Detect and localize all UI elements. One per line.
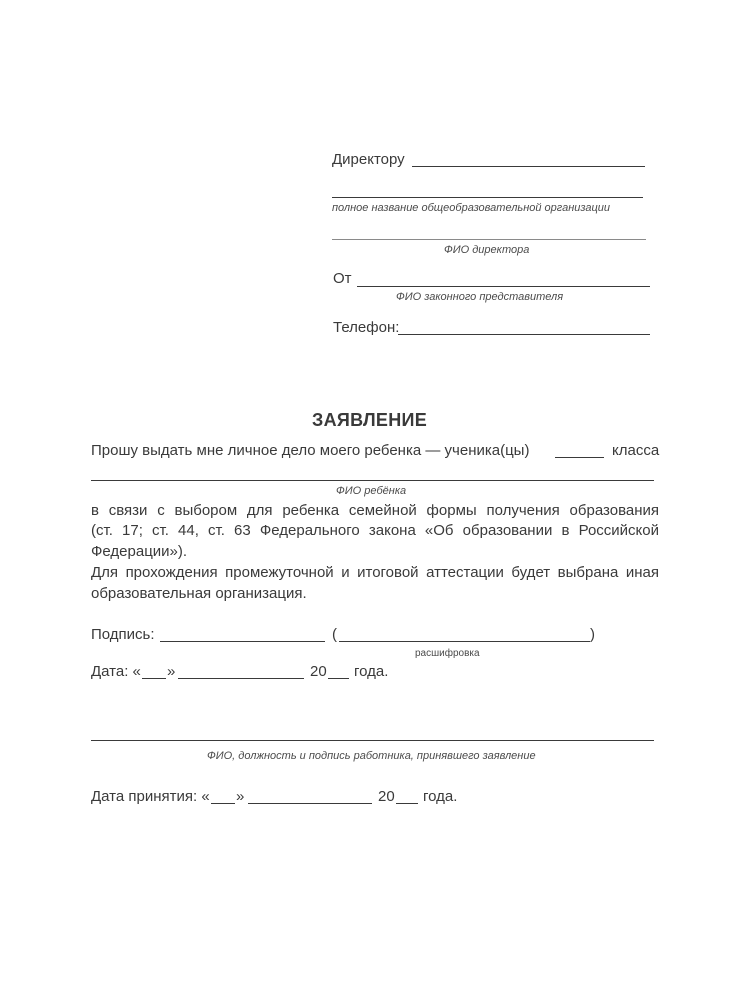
date-close-quote: » <box>167 663 176 680</box>
accept-date-label: Дата принятия: « <box>91 788 210 805</box>
close-paren: ) <box>590 626 595 643</box>
attestation-line-2: образовательная организация. <box>91 585 307 602</box>
accept-date-year-suffix: года. <box>423 788 458 805</box>
accept-date-close-quote: » <box>236 788 245 805</box>
reason-line-1: в связи с выбором для ребенка семейной формы получения образования <box>91 502 659 519</box>
decode-caption: расшифровка <box>415 648 480 659</box>
attestation-line-1: Для прохождения промежуточной и итоговой аттестации будет выбрана иная <box>91 564 659 581</box>
reason-line-2: (ст. 17; ст. 44, ст. 63 Федерального закона «Об образовании в Российской <box>91 522 659 539</box>
phone-field-line[interactable] <box>398 334 650 335</box>
director-name-caption: ФИО директора <box>444 244 530 256</box>
accept-date-year-prefix: 20 <box>378 788 395 805</box>
grade-field-line[interactable] <box>555 457 604 458</box>
date-year-field-line[interactable] <box>328 678 349 679</box>
accept-date-day-field-line[interactable] <box>211 803 235 804</box>
representative-field-line[interactable] <box>357 286 650 287</box>
from-label: От <box>333 270 352 287</box>
employee-caption: ФИО, должность и подпись работника, принявшего заявление <box>207 750 536 762</box>
director-label: Директору <box>332 151 405 168</box>
org-name-caption: полное название общеобразовательной организации <box>332 202 610 214</box>
director-field-line[interactable] <box>412 166 645 167</box>
date-day-field-line[interactable] <box>142 678 166 679</box>
accept-date-year-field-line[interactable] <box>396 803 418 804</box>
grade-label: класса <box>612 442 660 459</box>
date-year-prefix: 20 <box>310 663 327 680</box>
employee-field-line[interactable] <box>91 740 654 741</box>
signature-field-line[interactable] <box>160 641 325 642</box>
phone-label: Телефон: <box>333 319 400 336</box>
date-month-field-line[interactable] <box>178 678 304 679</box>
org-name-field-line[interactable] <box>332 197 643 198</box>
date-year-suffix: года. <box>354 663 389 680</box>
representative-caption: ФИО законного представителя <box>396 291 564 303</box>
request-text-start: Прошу выдать мне личное дело моего ребенка — ученика(цы) <box>91 442 530 459</box>
reason-line-3: Федерации»). <box>91 543 188 560</box>
document-title: ЗАЯВЛЕНИЕ <box>312 410 428 430</box>
director-name-field-line[interactable] <box>332 239 646 240</box>
signature-decode-field-line[interactable] <box>339 641 590 642</box>
open-paren: ( <box>332 626 337 643</box>
date-label: Дата: « <box>91 663 141 680</box>
child-name-field-line[interactable] <box>91 480 654 481</box>
signature-label: Подпись: <box>91 626 155 643</box>
child-name-caption: ФИО ребёнка <box>336 485 407 497</box>
accept-date-month-field-line[interactable] <box>248 803 372 804</box>
